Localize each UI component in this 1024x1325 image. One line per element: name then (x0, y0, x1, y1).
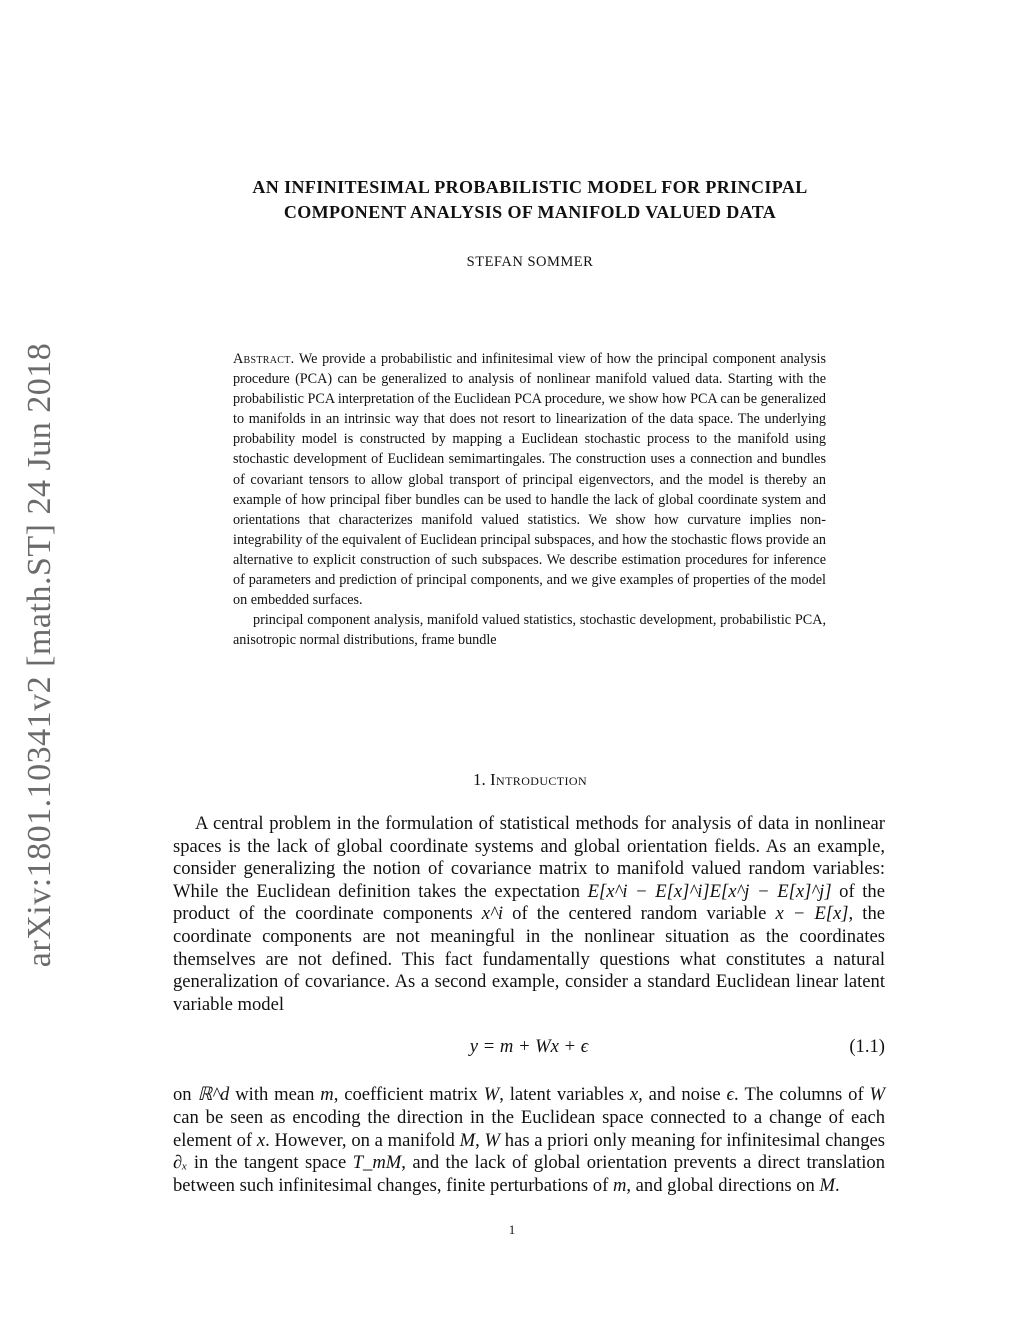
text-span: , and global directions on (626, 1174, 815, 1196)
abstract-text: We provide a probabilistic and infinitesimal view of how the principal component analysis procedure (PCA) can be generalized to analysis of nonlinear manifold valued data. Starting with the probabilistic PCA interpretation of the Euclidean PCA procedure, we show how PCA can be generalized to manifolds in an intrinsic way that does not resort to linearization of the data space. The underlying probability model is constructed by mapping a Euclidean stochastic process to the manifold using stochastic development of Euclidean semimartingales. The construction uses a connection and bundles of covariant tensors to allow global transport of principal eigenvectors, and the model is thereby an example of how principal fiber bundles can be used to handle the lack of global coordinate system and orientations that characterizes manifold valued statistics. We show how curvature implies non-integrability of the equivalent of Euclidean principal subspaces, and how the stochastic flows provide an alternative to explicit construction of such subspaces. We describe estimation procedures for inference of parameters and prediction of principal components, and we give examples of properties of the model on embedded surfaces. (233, 351, 826, 609)
page-number: 1 (508, 1222, 516, 1237)
text-span: A central problem in the formulation of statistical methods for analysis of data in nonlinear spaces is the lack of global coordinate systems and global orientation fields. As an example, consider generalizing the notion of covariance matrix to manifold valued random variables: While the Euclidean definition takes the expectation (173, 813, 885, 902)
math-matrix-w: W (483, 1084, 500, 1106)
intro-paragraph-2 (173, 1084, 885, 1197)
math-partial-derivative: ∂ₓ (173, 1152, 188, 1174)
math-manifold: M (459, 1129, 476, 1151)
text-span: with mean (235, 1084, 315, 1106)
paper-title (150, 175, 910, 225)
keywords-line: principal component analysis, manifold valued statistics, stochastic development, probabilistic PCA, anisotropic normal distributions, frame bundle (233, 612, 826, 649)
equation-number: (1.1) (849, 1036, 885, 1058)
equation-expression: y = m + Wx + ϵ (469, 1036, 589, 1058)
math-latent-x: x (629, 1084, 639, 1106)
math-real-space: ℝ^d (197, 1084, 230, 1106)
text-span: on (173, 1084, 192, 1106)
math-mean: m (612, 1174, 627, 1196)
equation-1-1 (173, 1022, 885, 1076)
math-manifold: M (819, 1174, 836, 1196)
text-span: . However, on a manifold (265, 1129, 455, 1151)
math-latent-x: x (256, 1129, 266, 1151)
title-line-1: AN INFINITESIMAL PROBABILISTIC MODEL FOR PRINCIPAL (252, 177, 808, 197)
math-tangent-space: T_mM (352, 1152, 402, 1174)
text-span: has a priori only meaning for infinitesimal changes (504, 1129, 886, 1151)
math-matrix-w: W (869, 1084, 886, 1106)
abstract-label: Abstract. (233, 351, 295, 367)
text-span: , coefficient matrix (333, 1084, 478, 1106)
math-centered-variable: x − E[x] (775, 903, 849, 925)
text-span: , (475, 1129, 480, 1151)
text-span: of the product of the coordinate components (173, 880, 885, 925)
author-name: STEFAN SOMMER (466, 254, 594, 270)
math-covariance-expectation: E[x^i − E[x]^i]E[x^j − E[x]^j] (587, 880, 832, 902)
text-span: , and noise (638, 1084, 721, 1106)
arxiv-id-text: arXiv:1801.10341v2 [math.ST] 24 Jun 2018 (21, 342, 58, 968)
abstract-paragraph (233, 349, 826, 610)
title-line-2: COMPONENT ANALYSIS OF MANIFOLD VALUED DATA (283, 202, 777, 222)
math-matrix-w: W (484, 1129, 500, 1151)
math-mean: m (320, 1084, 334, 1106)
section-heading (150, 770, 910, 790)
text-span: in the tangent space (193, 1152, 347, 1174)
text-span: , the coordinate components are not meaningful in the nonlinear situation as the coordinates themselves are not defined. This fact fundamentally questions what constitutes a natural generalization of covariance. As a second example, consider a standard Euclidean linear latent variable model (173, 903, 886, 1015)
intro-paragraph-1 (173, 813, 885, 1016)
math-coordinate-component: x^i (481, 903, 504, 925)
text-span: . The columns of (733, 1084, 864, 1106)
text-span: can be seen as encoding the direction in the Euclidean space connected to a change of each element of (173, 1106, 885, 1151)
text-span: of the centered random variable (512, 903, 767, 925)
math-noise: ϵ (726, 1084, 734, 1106)
body-text (173, 813, 885, 1197)
text-span: , latent variables (499, 1084, 624, 1106)
abstract-block (233, 349, 826, 650)
text-span: . (835, 1174, 840, 1196)
text-span: , and the lack of global orientation prevents a direct translation between such infinitesimal changes, finite perturbations of (173, 1152, 885, 1196)
section-title: Introduction (489, 770, 588, 789)
section-number: 1. (472, 770, 486, 789)
arxiv-identifier-stamp (10, 340, 70, 970)
